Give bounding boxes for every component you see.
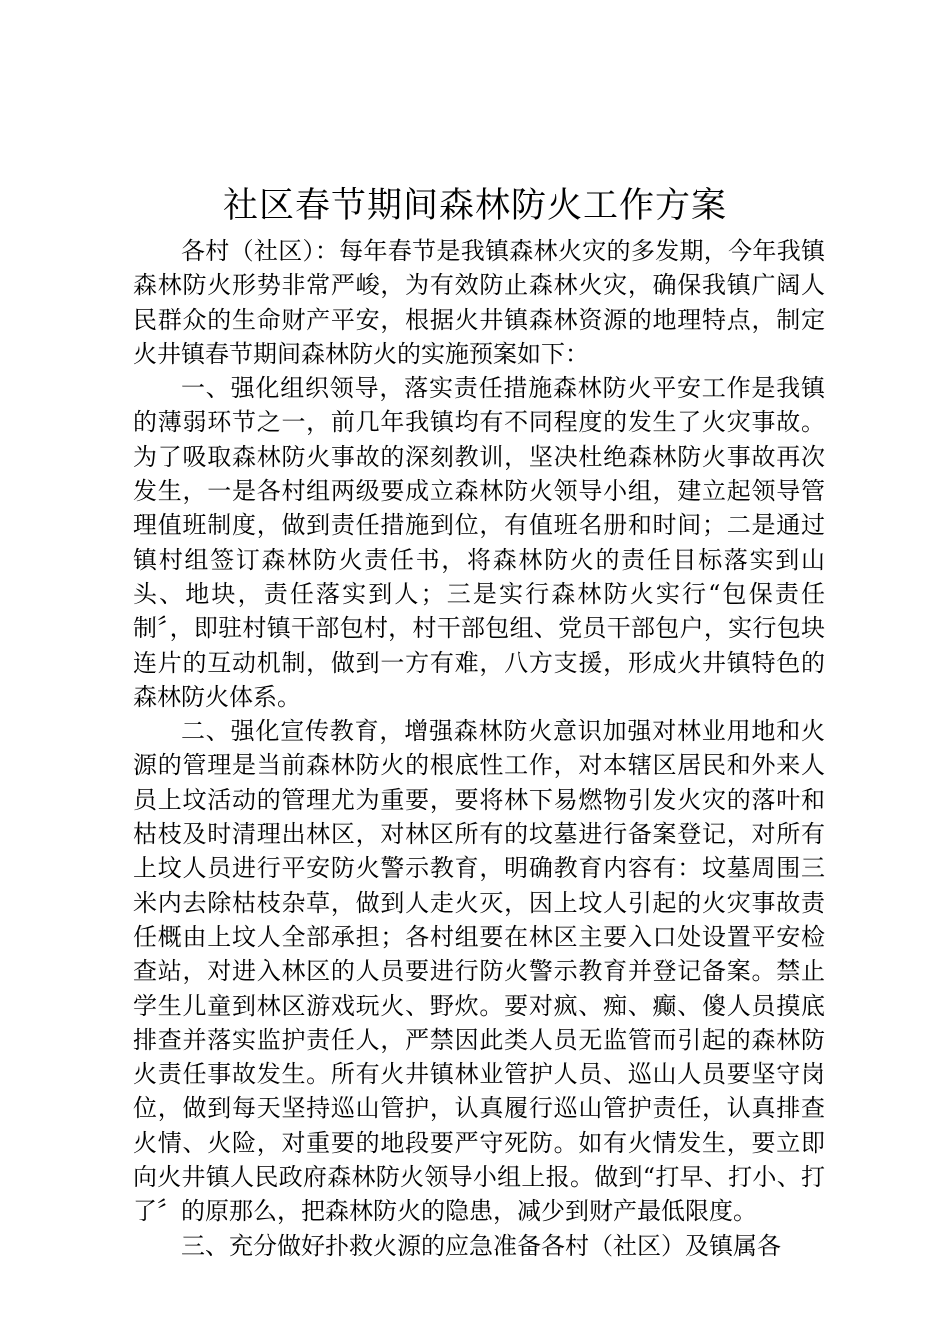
paragraph-section-3: 三、充分做好扑救火源的应急准备各村（社区）及镇属各 <box>181 1231 781 1260</box>
paragraph-section-1: 一、强化组织领导，落实责任措施森林防火平安工作是我镇的薄弱环节之一，前几年我镇均有不同程度的发生了火灾事故。为了吸取森林防火事故的深刻教训，坚决杜绝森林防火事故再次发生，一是各村组两级要成立森林防火领导小组，建立起领导管理值班制度，做到责任措施到位，有值班名册和时间；二是通过镇村组签订森林防火责任书，将森林防火的责任目标落实到山头、地块，责任落实到人；三是实行森林防火实行“包保责任制〞，即驻村镇干部包村，村干部包组、党员干部包户，实行包块连片的互动机制，做到一方有难，八方支援，形成火井镇特色的森林防火体系。 <box>133 374 825 711</box>
paragraph-intro: 各村（社区）：每年春节是我镇森林火灾的多发期，今年我镇森林防火形势非常严峻，为有效防止森林火灾，确保我镇广阔人民群众的生命财产平安，根据火井镇森林资源的地理特点，制定火井镇春节期间森林防火的实施预案如下： <box>133 237 825 368</box>
paragraph-section-2: 二、强化宣传教育，增强森林防火意识加强对林业用地和火源的管理是当前森林防火的根底性工作，对本辖区居民和外来人员上坟活动的管理尤为重要，要将林下易燃物引发火灾的落叶和枯枝及时清理出林区，对林区所有的坟墓进行备案登记，对所有上坟人员进行平安防火警示教育，明确教育内容有：坟墓周围三米内去除枯枝杂草，做到人走火灭，因上坟人引起的火灾事故责任概由上坟人全部承担；各村组要在林区主要入口处设置平安检查站，对进入林区的人员要进行防火警示教育并登记备案。禁止学生儿童到林区游戏玩火、野炊。要对疯、痴、癫、傻人员摸底排查并落实监护责任人，严禁因此类人员无监管而引起的森林防火责任事故发生。所有火井镇林业管护人员、巡山人员要坚守岗位，做到每天坚持巡山管护，认真履行巡山管护责任，认真排查火情、火险，对重要的地段要严守死防。如有火情发生，要立即向火井镇人民政府森林防火领导小组上报。做到“打早、打小、打了〞的原那么，把森林防火的隐患，减少到财产最低限度。 <box>133 717 825 1226</box>
document-body <box>133 234 825 1263</box>
document-title: 社区春节期间森林防火工作方案 <box>222 186 727 226</box>
